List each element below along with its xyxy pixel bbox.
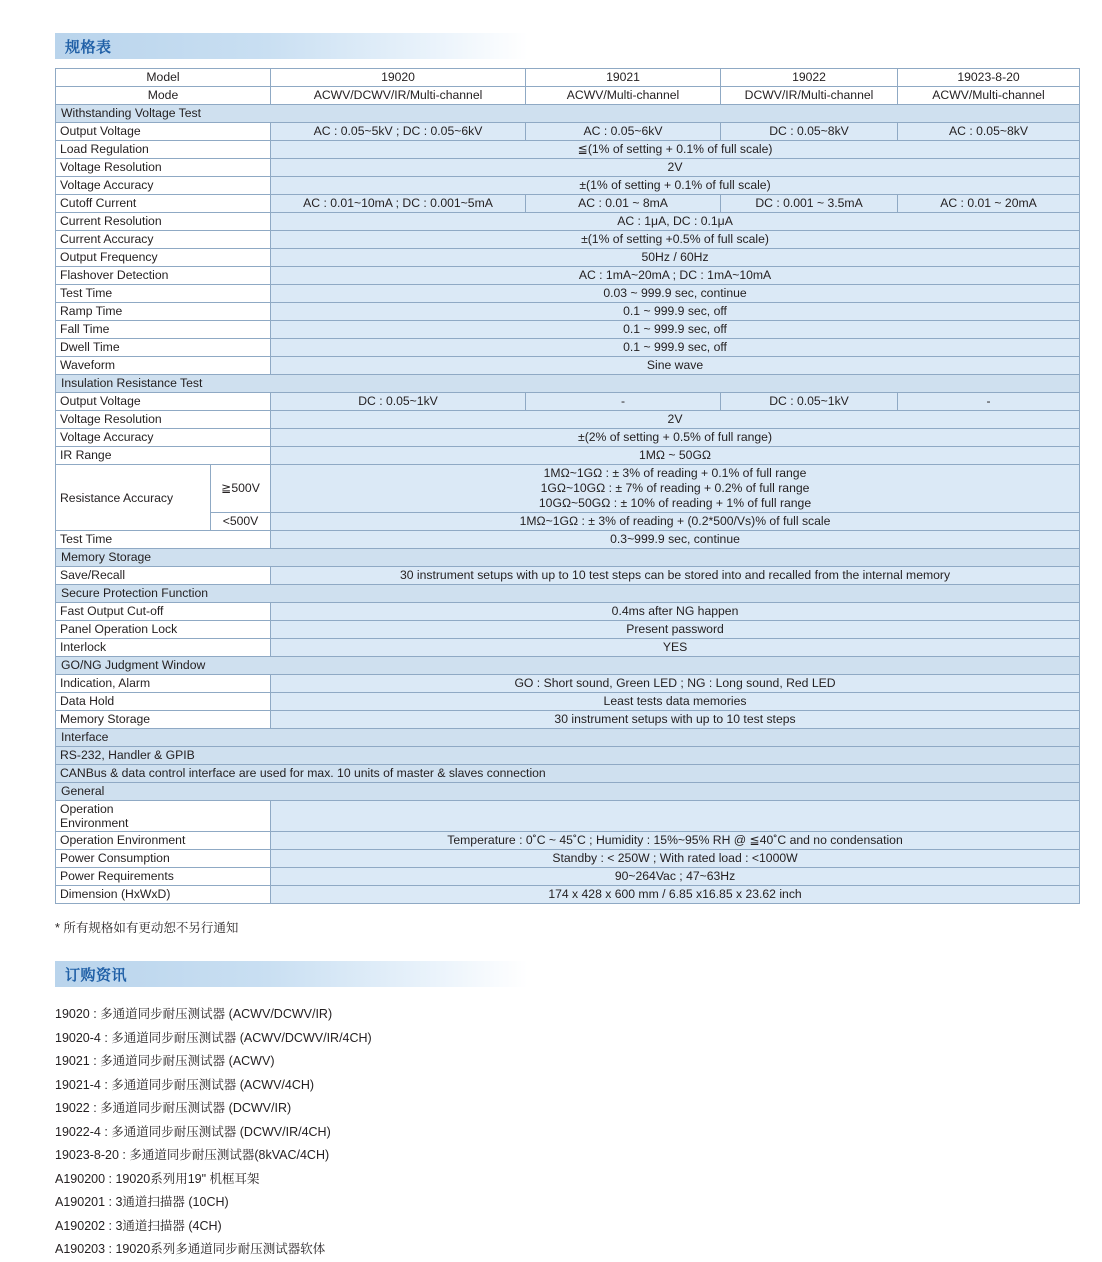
table-row bbox=[56, 747, 1080, 765]
row-label: Waveform bbox=[56, 357, 271, 375]
spec-page bbox=[0, 33, 1102, 1256]
table-row bbox=[56, 339, 1080, 357]
table-row bbox=[56, 868, 1080, 886]
cell-value: 0.1 ~ 999.9 sec, off bbox=[271, 339, 1080, 357]
table-group-row bbox=[56, 549, 1080, 567]
row-label: Test Time bbox=[56, 531, 271, 549]
table-row bbox=[56, 621, 1080, 639]
cell-value: 30 instrument setups with up to 10 test steps bbox=[271, 711, 1080, 729]
list-item: A190202 : 3通道扫描器 (4CH) bbox=[55, 1218, 222, 1233]
table-row bbox=[56, 141, 1080, 159]
resistance-accuracy-sub-high: ≧500V bbox=[211, 465, 271, 513]
row-label: Voltage Resolution bbox=[56, 159, 271, 177]
row-label: Fall Time bbox=[56, 321, 271, 339]
row-label-resistance-accuracy: Resistance Accuracy bbox=[56, 465, 211, 531]
cell-value: 90~264Vac ; 47~63Hz bbox=[271, 868, 1080, 886]
cell-value: AC : 0.05~8kV bbox=[898, 123, 1080, 141]
cell-value: AC : 0.05~6kV bbox=[526, 123, 721, 141]
table-group-row bbox=[56, 729, 1080, 747]
cell-value: 30 instrument setups with up to 10 test steps can be stored into and recalled from the internal memory bbox=[271, 567, 1080, 585]
table-row bbox=[56, 693, 1080, 711]
cell-value: AC : 0.01 ~ 8mA bbox=[526, 195, 721, 213]
cell-model-19020: 19020 bbox=[271, 69, 526, 87]
table-row bbox=[56, 465, 1080, 513]
row-label: Interlock bbox=[56, 639, 271, 657]
cell-value: ≦(1% of setting + 0.1% of full scale) bbox=[271, 141, 1080, 159]
table-row bbox=[56, 69, 1080, 87]
ordering-section-title: 订购资讯 bbox=[65, 966, 128, 984]
cell-value: AC : 0.05~5kV ; DC : 0.05~6kV bbox=[271, 123, 526, 141]
table-row bbox=[56, 321, 1080, 339]
cell-mode-19021: ACWV/Multi-channel bbox=[526, 87, 721, 105]
cell-mode-19022: DCWV/IR/Multi-channel bbox=[721, 87, 898, 105]
table-row bbox=[56, 429, 1080, 447]
cell-value: 174 x 428 x 600 mm / 6.85 x16.85 x 23.62 inch bbox=[271, 886, 1080, 904]
table-row bbox=[56, 285, 1080, 303]
table-row bbox=[56, 639, 1080, 657]
spec-section-title: 规格表 bbox=[65, 38, 112, 56]
row-label: Current Resolution bbox=[56, 213, 271, 231]
specification-table-body bbox=[56, 69, 1080, 904]
cell-value: GO : Short sound, Green LED ; NG : Long sound, Red LED bbox=[271, 675, 1080, 693]
row-label: Operation Environment bbox=[56, 832, 271, 850]
ordering-list bbox=[55, 1003, 1102, 1262]
table-row bbox=[56, 832, 1080, 850]
resistance-accuracy-line-3: 10GΩ~50GΩ : ± 10% of reading + 1% of full range bbox=[538, 496, 812, 510]
row-label: Ramp Time bbox=[56, 303, 271, 321]
row-label: IR Range bbox=[56, 447, 271, 465]
cell-model-19023: 19023-8-20 bbox=[898, 69, 1080, 87]
table-row bbox=[56, 765, 1080, 783]
row-label: Mode bbox=[56, 87, 271, 105]
operation-environment-label-line1: Operation bbox=[60, 802, 114, 816]
spec-footnote: * 所有规格如有更动恕不另行通知 bbox=[55, 921, 239, 935]
cell-value: AC : 0.01 ~ 20mA bbox=[898, 195, 1080, 213]
spec-section-header bbox=[55, 33, 528, 59]
row-label: Indication, Alarm bbox=[56, 675, 271, 693]
group-label: General bbox=[56, 783, 1080, 801]
row-label bbox=[56, 801, 271, 832]
table-row bbox=[56, 603, 1080, 621]
resistance-accuracy-line-1: 1MΩ~1GΩ : ± 3% of reading + 0.1% of full range bbox=[543, 466, 807, 480]
table-row bbox=[56, 159, 1080, 177]
table-row bbox=[56, 675, 1080, 693]
cell-value: AC : 0.01~10mA ; DC : 0.001~5mA bbox=[271, 195, 526, 213]
cell-mode-19023: ACWV/Multi-channel bbox=[898, 87, 1080, 105]
cell-value: 0.3~999.9 sec, continue bbox=[271, 531, 1080, 549]
row-label: Flashover Detection bbox=[56, 267, 271, 285]
table-row bbox=[56, 886, 1080, 904]
cell-value: - bbox=[898, 393, 1080, 411]
cell-value: Present password bbox=[271, 621, 1080, 639]
row-label: Model bbox=[56, 69, 271, 87]
row-label: Output Voltage bbox=[56, 123, 271, 141]
list-item: 19021 : 多通道同步耐压测试器 (ACWV) bbox=[55, 1054, 275, 1068]
row-label: Power Requirements bbox=[56, 868, 271, 886]
group-label: Memory Storage bbox=[56, 549, 1080, 567]
row-label: Panel Operation Lock bbox=[56, 621, 271, 639]
row-label: Output Frequency bbox=[56, 249, 271, 267]
cell-value: ±(1% of setting +0.5% of full scale) bbox=[271, 231, 1080, 249]
table-group-row bbox=[56, 585, 1080, 603]
group-label: Secure Protection Function bbox=[56, 585, 1080, 603]
row-label: Dimension (HxWxD) bbox=[56, 886, 271, 904]
group-label: Interface bbox=[56, 729, 1080, 747]
table-row bbox=[56, 249, 1080, 267]
cell-value: ±(2% of setting + 0.5% of full range) bbox=[271, 429, 1080, 447]
row-label: Data Hold bbox=[56, 693, 271, 711]
list-item: A190203 : 19020系列多通道同步耐压测试器软体 bbox=[55, 1242, 326, 1256]
cell-value: ±(1% of setting + 0.1% of full scale) bbox=[271, 177, 1080, 195]
list-item: 19021-4 : 多通道同步耐压测试器 (ACWV/4CH) bbox=[55, 1077, 315, 1092]
interface-line-1: RS-232, Handler & GPIB bbox=[56, 747, 1080, 765]
cell-value: Standby : < 250W ; With rated load : <1000W bbox=[271, 850, 1080, 868]
row-label: Load Regulation bbox=[56, 141, 271, 159]
list-item: 19020-4 : 多通道同步耐压测试器 (ACWV/DCWV/IR/4CH) bbox=[55, 1030, 372, 1045]
table-row bbox=[56, 393, 1080, 411]
row-label: Output Voltage bbox=[56, 393, 271, 411]
cell-value: 0.03 ~ 999.9 sec, continue bbox=[271, 285, 1080, 303]
cell-value: AC : 1μA, DC : 0.1μA bbox=[271, 213, 1080, 231]
row-label: Dwell Time bbox=[56, 339, 271, 357]
table-row bbox=[56, 711, 1080, 729]
cell-value: Sine wave bbox=[271, 357, 1080, 375]
row-label: Test Time bbox=[56, 285, 271, 303]
table-row bbox=[56, 357, 1080, 375]
row-label: Voltage Accuracy bbox=[56, 177, 271, 195]
cell-value: AC : 1mA~20mA ; DC : 1mA~10mA bbox=[271, 267, 1080, 285]
row-label: Voltage Resolution bbox=[56, 411, 271, 429]
ordering-section-header bbox=[55, 961, 528, 987]
interface-line-2: CANBus & data control interface are used for max. 10 units of master & slaves connection bbox=[56, 765, 1080, 783]
table-row bbox=[56, 411, 1080, 429]
table-row bbox=[56, 801, 1080, 832]
table-group-row bbox=[56, 105, 1080, 123]
cell-value: 0.1 ~ 999.9 sec, off bbox=[271, 321, 1080, 339]
group-label: Insulation Resistance Test bbox=[56, 375, 1080, 393]
table-row bbox=[56, 303, 1080, 321]
resistance-accuracy-sub-low: <500V bbox=[211, 513, 271, 531]
row-label: Voltage Accuracy bbox=[56, 429, 271, 447]
table-group-row bbox=[56, 783, 1080, 801]
table-row bbox=[56, 231, 1080, 249]
list-item: 19022 : 多通道同步耐压测试器 (DCWV/IR) bbox=[55, 1101, 292, 1115]
operation-environment-label-line2: Environment bbox=[60, 816, 129, 830]
table-row bbox=[56, 267, 1080, 285]
list-item: 19023-8-20 : 多通道同步耐压测试器(8kVAC/4CH) bbox=[55, 1148, 330, 1162]
cell-value: 2V bbox=[271, 411, 1080, 429]
cell-value: 0.1 ~ 999.9 sec, off bbox=[271, 303, 1080, 321]
table-group-row bbox=[56, 375, 1080, 393]
cell-value: 2V bbox=[271, 159, 1080, 177]
table-row bbox=[56, 447, 1080, 465]
cell-value: YES bbox=[271, 639, 1080, 657]
cell-value: Least tests data memories bbox=[271, 693, 1080, 711]
row-label: Power Consumption bbox=[56, 850, 271, 868]
cell-model-19022: 19022 bbox=[721, 69, 898, 87]
cell-value bbox=[271, 801, 1080, 832]
row-label: Current Accuracy bbox=[56, 231, 271, 249]
cell-value: 1MΩ ~ 50GΩ bbox=[271, 447, 1080, 465]
resistance-accuracy-value-low: 1MΩ~1GΩ : ± 3% of reading + (0.2*500/Vs)% of full scale bbox=[271, 513, 1080, 531]
cell-mode-19020: ACWV/DCWV/IR/Multi-channel bbox=[271, 87, 526, 105]
cell-value: DC : 0.05~8kV bbox=[721, 123, 898, 141]
table-row bbox=[56, 213, 1080, 231]
table-row bbox=[56, 195, 1080, 213]
cell-value: DC : 0.05~1kV bbox=[271, 393, 526, 411]
table-row bbox=[56, 177, 1080, 195]
row-label: Fast Output Cut-off bbox=[56, 603, 271, 621]
group-label: GO/NG Judgment Window bbox=[56, 657, 1080, 675]
table-row bbox=[56, 123, 1080, 141]
cell-value: 0.4ms after NG happen bbox=[271, 603, 1080, 621]
cell-value: Temperature : 0˚C ~ 45˚C ; Humidity : 15%~95% RH @ ≦40˚C and no condensation bbox=[271, 832, 1080, 850]
table-row bbox=[56, 567, 1080, 585]
specification-table bbox=[55, 68, 1080, 904]
resistance-accuracy-line-2: 1GΩ~10GΩ : ± 7% of reading + 0.2% of full range bbox=[540, 481, 810, 495]
list-item: 19022-4 : 多通道同步耐压测试器 (DCWV/IR/4CH) bbox=[55, 1124, 331, 1139]
list-item: A190200 : 19020系列用19" 机框耳架 bbox=[55, 1171, 260, 1186]
row-label: Cutoff Current bbox=[56, 195, 271, 213]
row-label: Save/Recall bbox=[56, 567, 271, 585]
row-label: Memory Storage bbox=[56, 711, 271, 729]
table-row bbox=[56, 87, 1080, 105]
list-item: A190201 : 3通道扫描器 (10CH) bbox=[55, 1195, 229, 1209]
cell-value: 50Hz / 60Hz bbox=[271, 249, 1080, 267]
cell-value: - bbox=[526, 393, 721, 411]
table-group-row bbox=[56, 657, 1080, 675]
cell-value: DC : 0.05~1kV bbox=[721, 393, 898, 411]
list-item: 19020 : 多通道同步耐压测试器 (ACWV/DCWV/IR) bbox=[55, 1007, 333, 1021]
resistance-accuracy-value-high bbox=[271, 465, 1080, 513]
table-row bbox=[56, 531, 1080, 549]
cell-value: DC : 0.001 ~ 3.5mA bbox=[721, 195, 898, 213]
group-label: Withstanding Voltage Test bbox=[56, 105, 1080, 123]
cell-model-19021: 19021 bbox=[526, 69, 721, 87]
table-row bbox=[56, 850, 1080, 868]
